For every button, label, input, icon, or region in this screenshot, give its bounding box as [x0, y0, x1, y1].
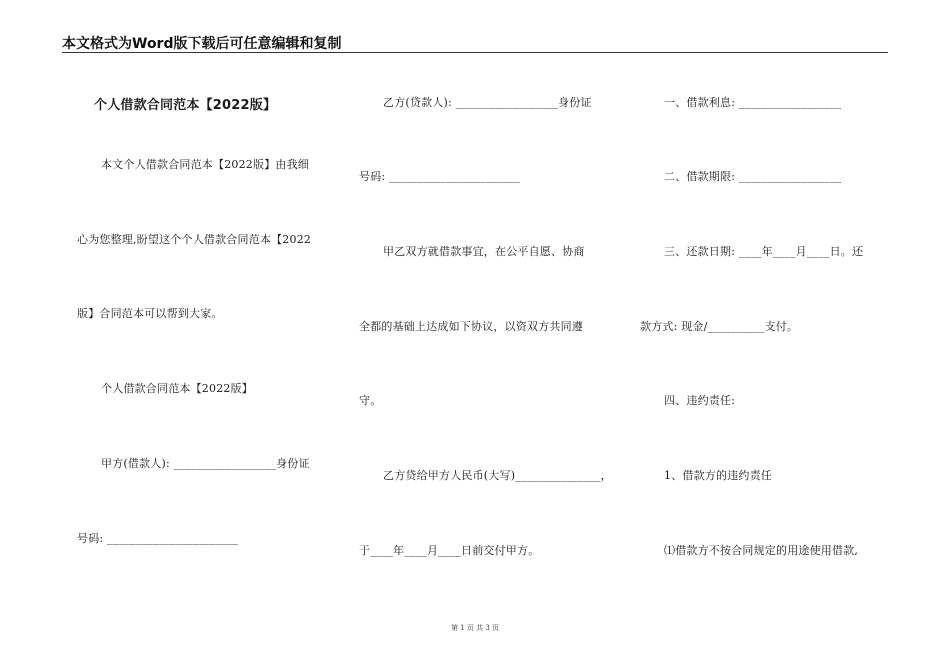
paragraph-line: 1、借款方的违约责任: [664, 469, 772, 482]
paragraph-line: 甲方(借款人): __________________身份证: [101, 457, 310, 470]
paragraph-line: 乙方(贷款人): __________________身份证: [383, 96, 592, 109]
paragraph-line: 本文个人借款合同范本【2022版】由我细: [101, 158, 309, 171]
paragraph-line: 全都的基础上达成如下协议，以资双方共同遵: [359, 320, 583, 333]
paragraph-line: 二、借款期限: __________________: [664, 170, 842, 183]
header-rule: [62, 52, 888, 53]
page-number: 第 1 页 共 3 页: [450, 624, 500, 632]
section-heading: 个人借款合同范本【2022版】: [101, 382, 253, 395]
document-header: 本文格式为Word版下载后可任意编辑和复制: [62, 36, 342, 52]
document-title: 个人借款合同范本【2022版】: [94, 98, 277, 113]
paragraph-line: 于____年____月____日前交付甲方。: [359, 544, 540, 557]
paragraph-line: 守。: [359, 394, 382, 407]
paragraph-line: 心为您整理,盼望这个个人借款合同范本【2022: [77, 233, 312, 246]
paragraph-line: 一、借款利息: __________________: [664, 96, 842, 109]
paragraph-line: 版】合同范本可以帮到大家。: [77, 307, 223, 320]
paragraph-line: 号码: _______________________: [77, 532, 239, 545]
paragraph-line: 款方式: 现金/__________支付。: [640, 320, 799, 333]
paragraph-line: 三、还款日期: ____年____月____日。还: [664, 245, 864, 258]
paragraph-line: 乙方贷给甲方人民币(大写)_______________，: [383, 469, 612, 482]
paragraph-line: 甲乙双方就借款事宜，在公平自愿、协商: [383, 245, 585, 258]
paragraph-line: 号码: _______________________: [359, 170, 521, 183]
paragraph-line: ⑴借款方不按合同规定的用途使用借款,: [664, 544, 859, 557]
section-heading: 四、违约责任:: [664, 394, 736, 407]
